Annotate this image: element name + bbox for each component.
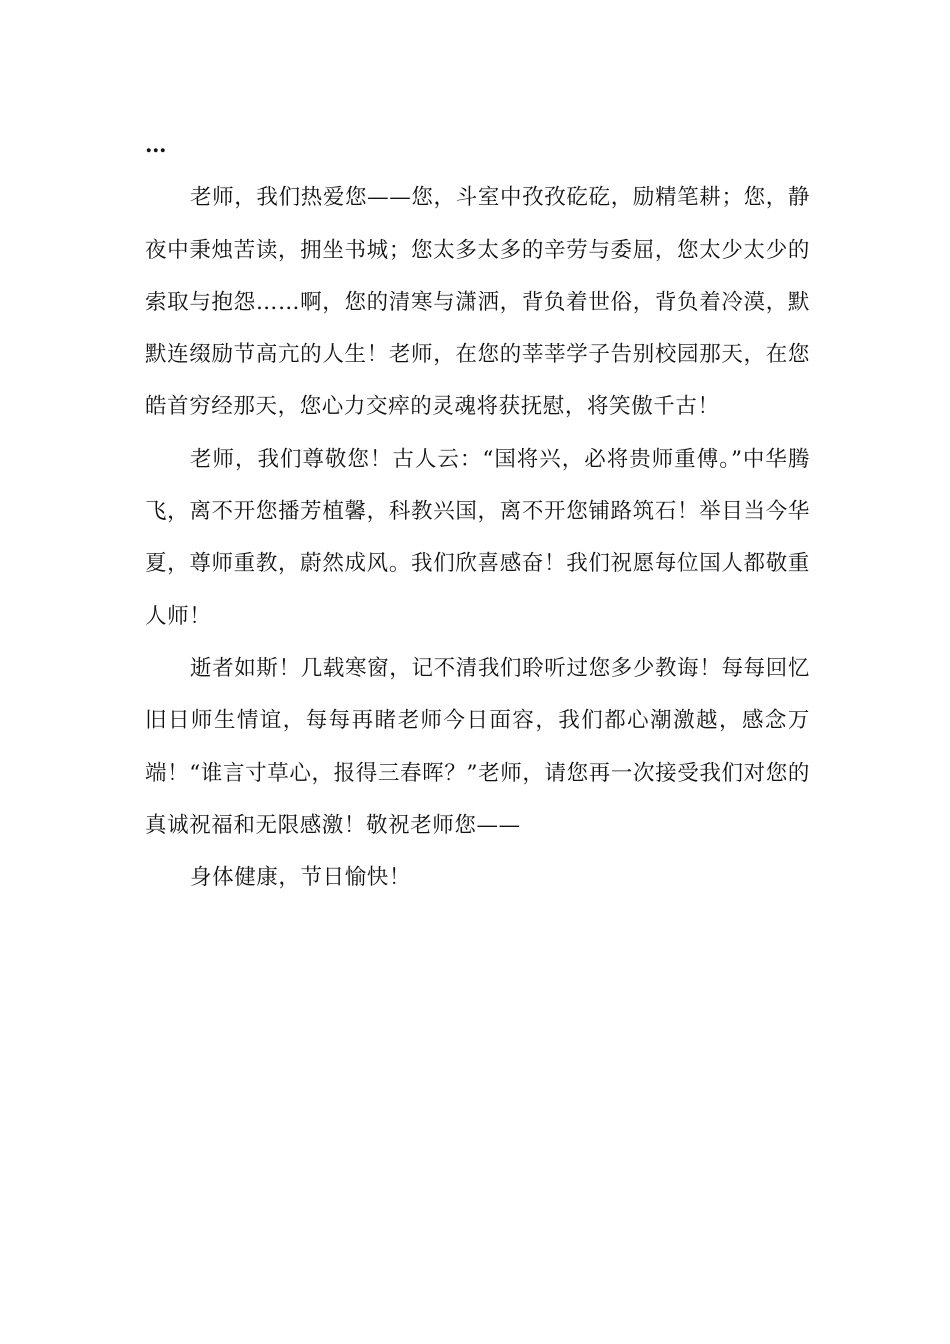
paragraph-love: 老师，我们热爱您——您，斗室中孜孜矻矻，励精笔耕；您，静夜中秉烛苦读，拥坐书城；您太多太多的辛劳与委屈，您太少太少的索取与抱怨……啊，您的清寒与潇洒，背负着世俗，背负着冷漠，默默连缀励节高亢的人生！老师，在您的莘莘学子告别校园那天，在您皓首穷经那天，您心力交瘁的灵魂将获抚慰，将笑傲千古！ (145, 185, 810, 420)
paragraph-respect: 老师，我们尊敬您！古人云：“国将兴，必将贵师重傅。”中华腾飞，离不开您播芳植馨，科教兴国，离不开您铺路筑石！举目当今华夏，尊师重教，蔚然成风。我们欣喜感奋！我们祝愿每位国人都敬重人师！ (145, 446, 810, 629)
paragraph-closing-wish: 身体健康，节日愉快！ (190, 865, 412, 891)
leading-ellipsis: … (145, 133, 167, 158)
document-body (145, 120, 810, 904)
paragraph-gratitude: 逝者如斯！几载寒窗，记不清我们聆听过您多少教诲！每每回忆旧日师生情谊，每每再睹老师今日面容，我们都心潮激越，感念万端！“谁言寸草心，报得三春晖？”老师，请您再一次接受我们对您的真诚祝福和无限感激！敬祝老师您—— (145, 655, 810, 838)
